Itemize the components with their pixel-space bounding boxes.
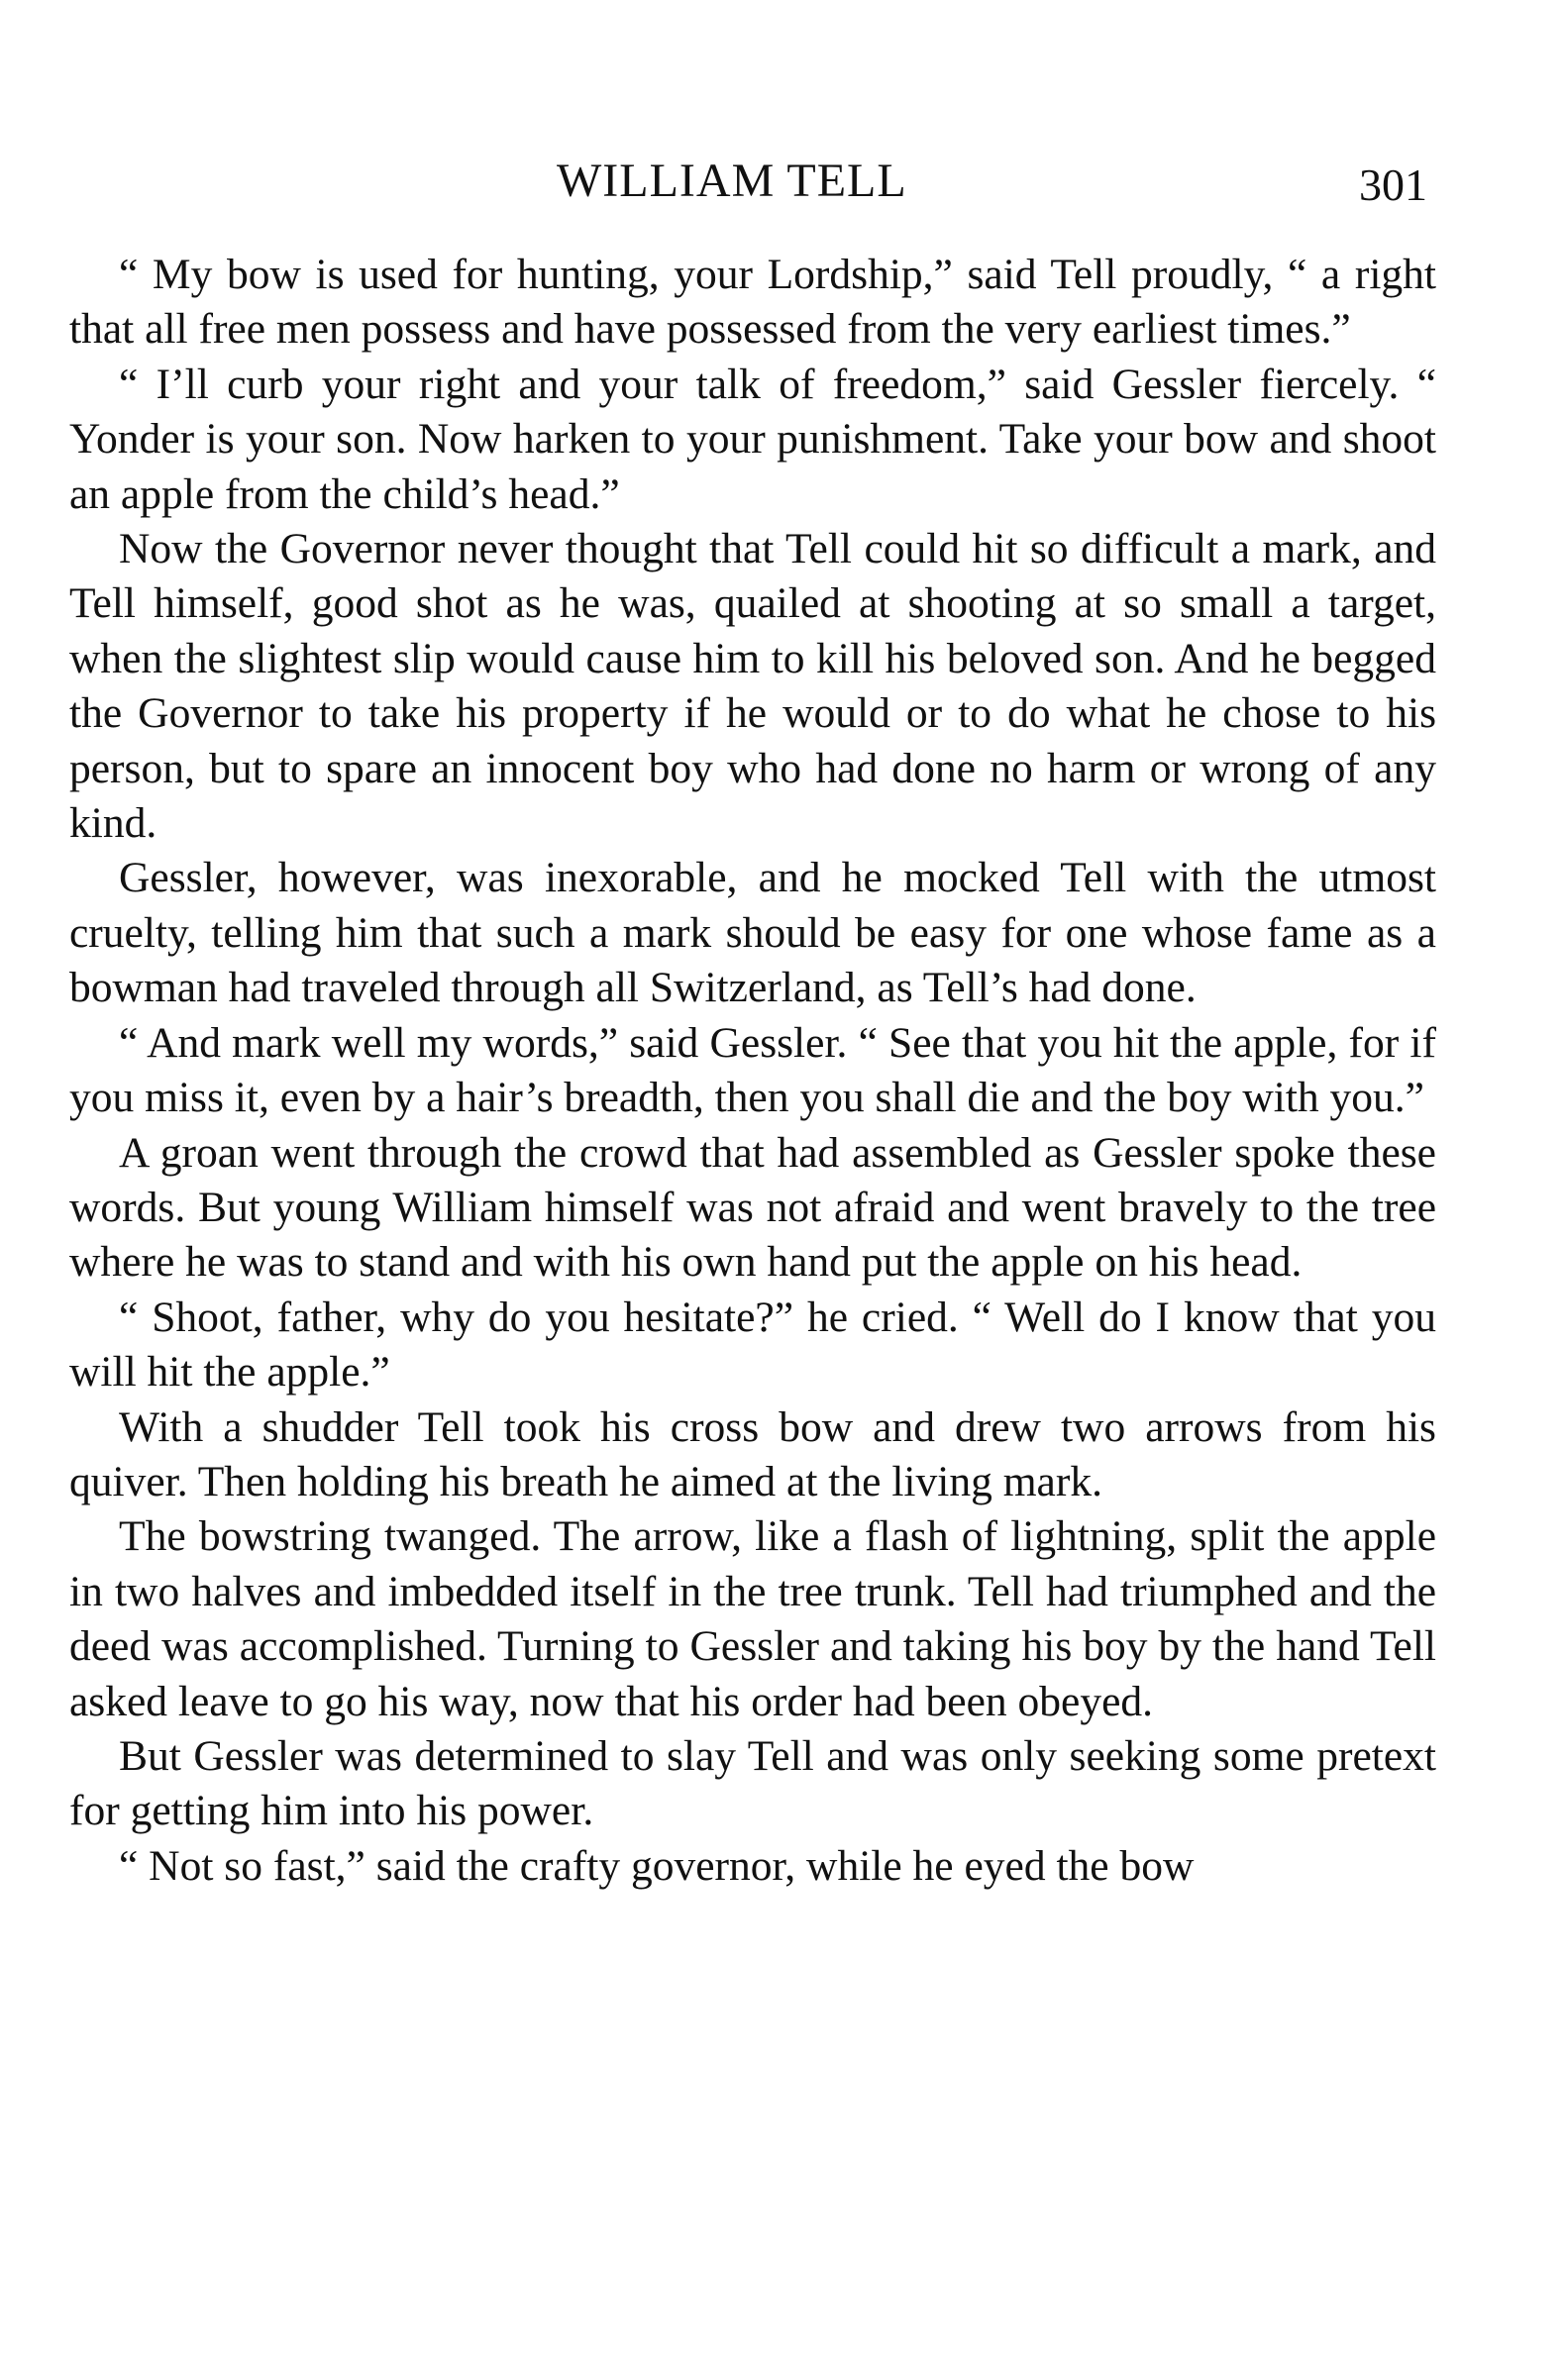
paragraph-8: With a shudder Tell took his cross bow and drew two arrows from his quiver. Then holding his breath he aimed at the living mark. <box>69 1402 1436 1505</box>
running-title: WILLIAM TELL <box>557 155 907 207</box>
page-number: 301 <box>1359 159 1427 210</box>
paragraph-4: Gessler, however, was inexorable, and he mocked Tell with the utmost cruelty, telling him that such a mark should be easy for one whose fame as a bowman had traveled through all Switzerland, as Tell’s had done. <box>69 854 1436 1012</box>
paragraph-9: The bowstring twanged. The arrow, like a flash of lightning, split the apple in two halves and imbedded itself in the tree trunk. Tell had triumphed and the deed was accomplished. Turning to Gessler and taking his boy by the hand Tell asked leave to go his way, now that his order had been obeyed. <box>69 1512 1436 1725</box>
paragraph-6: A groan went through the crowd that had assembled as Gessler spoke these words. But young William himself was not afraid and went bravely to the tree where he was to stand and with his own hand put the apple on his head. <box>69 1128 1436 1287</box>
paragraph-1: “ My bow is used for hunting, your Lordship,” said Tell proudly, “ a right that all free men possess and have possessed from the very earliest times.” <box>69 251 1436 354</box>
paragraph-5: “ And mark well my words,” said Gessler. “ See that you hit the apple, for if you miss it, even by a hair’s breadth, then you shall die and the boy with you.” <box>69 1018 1436 1122</box>
paragraph-2: “ I’ll curb your right and your talk of freedom,” said Gessler fiercely. “ Yonder is your son. Now harken to your punishment. Take your bow and shoot an apple from the child’s head.” <box>69 360 1436 518</box>
paragraph-3: Now the Governor never thought that Tell could hit so difficult a mark, and Tell himself, good shot as he was, quailed at shooting at so small a target, when the slightest slip would cause him to kill his beloved son. And he begged the Governor to take his property if he would or to do what he chose to his person, but to spare an innocent boy who had done no harm or wrong of any kind. <box>69 525 1436 848</box>
running-head <box>0 154 1565 213</box>
paragraph-7: “ Shoot, father, why do you hesitate?” he cried. “ Well do I know that you will hit the apple.” <box>69 1293 1436 1397</box>
body-text <box>69 248 1436 1894</box>
paragraph-11: “ Not so fast,” said the crafty governor, while he eyed the bow <box>119 1841 1195 1890</box>
paragraph-10: But Gessler was determined to slay Tell and was only seeking some pretext for getting him into his power. <box>69 1731 1436 1835</box>
